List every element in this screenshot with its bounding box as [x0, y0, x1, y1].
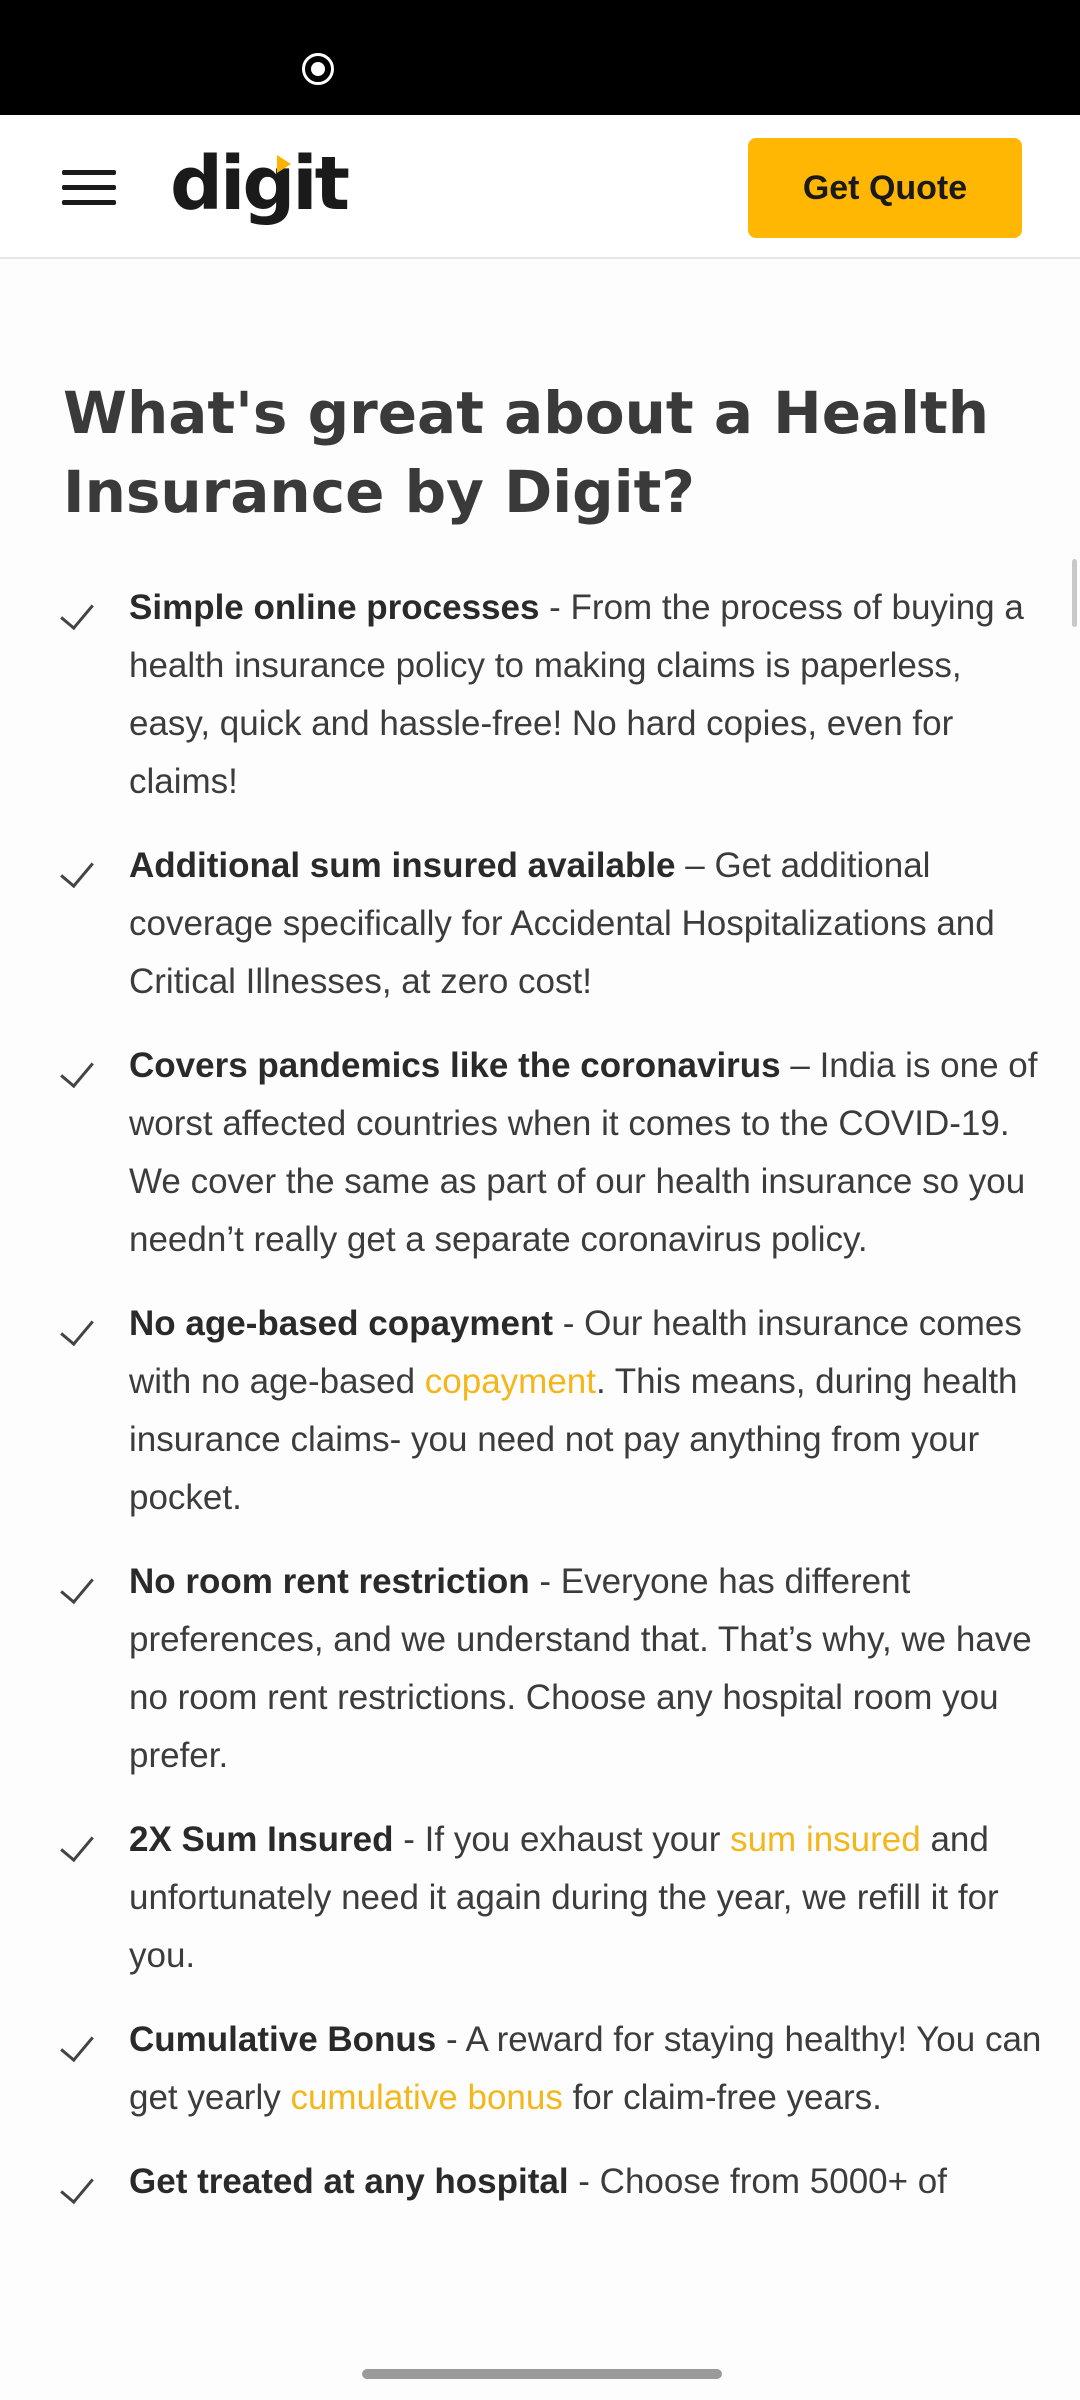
feature-description: Choose from 5000+ of	[599, 2162, 947, 2201]
system-nav-bar	[0, 2339, 1080, 2400]
list-item: 2X Sum Insured - If you exhaust your sum insured and unfortunately need it again during the year, we refill it for you.	[0, 1811, 1080, 1985]
feature-title: Get treated at any hospital	[129, 2162, 569, 2201]
list-item: Additional sum insured available – Get additional coverage specifically for Accidental Hospitalizations and Critical Illnesses, at zero cost!	[0, 837, 1080, 1011]
list-item: Simple online processes - From the process of buying a health insurance policy to making claims is paperless, easy, quick and hassle-free! No hard copies, even for claims!	[0, 579, 1080, 811]
feature-title: 2X Sum Insured	[129, 1820, 394, 1859]
copayment-link[interactable]: copayment	[424, 1362, 596, 1401]
feature-description: Our health insurance comes with no age-based	[129, 1304, 1022, 1401]
feature-description: From the process of buying a health insurance policy to making claims is paperless, easy, quick and hassle-free! No hard copies, even for claims!	[129, 588, 1024, 801]
cumulative-bonus-link[interactable]: cumulative bonus	[290, 2078, 563, 2117]
feature-description: A reward for staying healthy! You can get yearly	[129, 2020, 1042, 2117]
feature-title: Covers pandemics like the coronavirus	[129, 1046, 781, 1085]
get-quote-button[interactable]: Get Quote	[748, 138, 1022, 238]
feature-title: Simple online processes	[129, 588, 540, 627]
list-item: Cumulative Bonus - A reward for staying healthy! You can get yearly cumulative bonus for claim-free years.	[0, 2011, 1080, 2127]
list-item: Covers pandemics like the coronavirus – India is one of worst affected countries when it comes to the COVID-19. We cover the same as part of our health insurance so you needn’t really get a separate coronavirus policy.	[0, 1037, 1080, 1269]
checkmark-icon	[60, 1311, 94, 1346]
logo-text: digit	[170, 141, 348, 227]
checkmark-icon	[60, 1569, 94, 1604]
feature-title: No room rent restriction	[129, 1562, 530, 1601]
hamburger-menu-icon[interactable]	[62, 170, 116, 206]
feature-list	[0, 579, 1080, 2237]
list-item: Get treated at any hospital - Choose from 5000+ of	[0, 2153, 1080, 2211]
checkmark-icon	[60, 595, 94, 630]
checkmark-icon	[60, 1827, 94, 1862]
digit-logo[interactable]	[170, 139, 347, 229]
page-heading: What's great about a Health Insurance by Digit?	[63, 379, 990, 526]
feature-description: If you exhaust your	[424, 1820, 731, 1859]
feature-title: Cumulative Bonus	[129, 2020, 437, 2059]
feature-title: Additional sum insured available	[129, 846, 676, 885]
feature-description: India is one of worst affected countries when it comes to the COVID-19. We cover the same as part of our health insurance so you needn’t really get a separate coronavirus policy.	[129, 1046, 1038, 1259]
site-header	[0, 115, 1080, 259]
checkmark-icon	[60, 2027, 94, 2062]
feature-description: Get additional coverage specifically for Accidental Hospitalizations and Critical Illnesses, at zero cost!	[129, 846, 995, 1001]
checkmark-icon	[60, 1053, 94, 1088]
status-bar	[0, 0, 1080, 115]
checkmark-icon	[60, 853, 94, 888]
logo-accent-icon	[277, 155, 291, 173]
list-item: No age-based copayment - Our health insurance comes with no age-based copayment. This means, during health insurance claims- you need not pay anything from your pocket.	[0, 1295, 1080, 1527]
checkmark-icon	[60, 2169, 94, 2204]
feature-title: No age-based copayment	[129, 1304, 553, 1343]
home-gesture-handle[interactable]	[362, 2369, 722, 2379]
list-item: No room rent restriction - Everyone has different preferences, and we understand that. That’s why, we have no room rent restrictions. Choose any hospital room you prefer.	[0, 1553, 1080, 1785]
feature-description: Everyone has different preferences, and we understand that. That’s why, we have no room rent restrictions. Choose any hospital room you prefer.	[129, 1562, 1032, 1775]
sum-insured-link[interactable]: sum insured	[730, 1820, 921, 1859]
screen-record-icon	[302, 53, 334, 85]
main-content	[0, 259, 1080, 2339]
